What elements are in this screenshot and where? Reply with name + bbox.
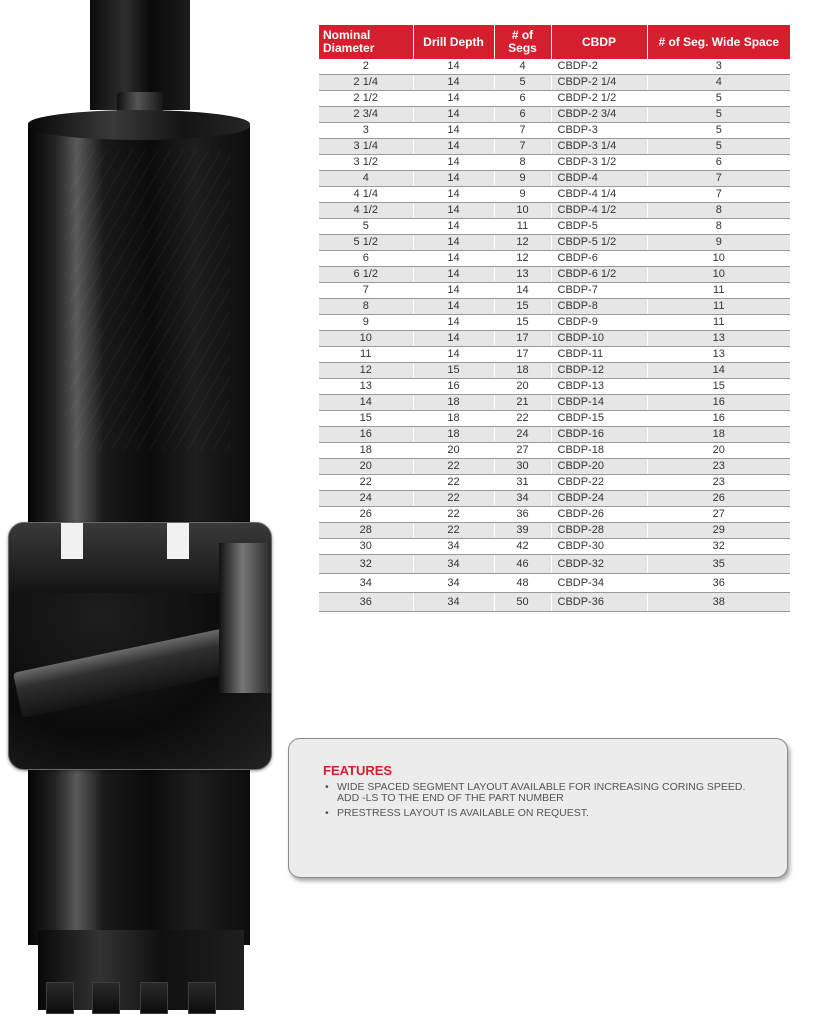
table-row — [319, 203, 790, 219]
cell-cbdp: CBDP-2 3/4 — [551, 107, 647, 123]
cell-nominal-diameter: 2 — [319, 59, 413, 75]
cell-seg-wide-space: 23 — [647, 459, 790, 475]
cell-num-segs: 15 — [494, 315, 551, 331]
cell-drill-depth: 16 — [413, 379, 494, 395]
cell-drill-depth: 14 — [413, 91, 494, 107]
cell-nominal-diameter: 9 — [319, 315, 413, 331]
cell-cbdp: CBDP-4 1/2 — [551, 203, 647, 219]
table-row — [319, 251, 790, 267]
features-box — [288, 738, 788, 878]
cell-cbdp: CBDP-14 — [551, 395, 647, 411]
cell-seg-wide-space: 11 — [647, 299, 790, 315]
cell-cbdp: CBDP-26 — [551, 507, 647, 523]
cell-cbdp: CBDP-18 — [551, 443, 647, 459]
cell-seg-wide-space: 7 — [647, 171, 790, 187]
table-row — [319, 507, 790, 523]
cell-nominal-diameter: 4 1/4 — [319, 187, 413, 203]
cell-seg-wide-space: 36 — [647, 574, 790, 593]
features-title: FEATURES — [323, 763, 393, 778]
cell-seg-wide-space: 26 — [647, 491, 790, 507]
cell-nominal-diameter: 24 — [319, 491, 413, 507]
cell-num-segs: 6 — [494, 107, 551, 123]
cell-nominal-diameter: 10 — [319, 331, 413, 347]
cell-seg-wide-space: 4 — [647, 75, 790, 91]
cell-seg-wide-space: 7 — [647, 187, 790, 203]
cell-nominal-diameter: 12 — [319, 363, 413, 379]
cell-cbdp: CBDP-13 — [551, 379, 647, 395]
cell-seg-wide-space: 5 — [647, 123, 790, 139]
cell-nominal-diameter: 34 — [319, 574, 413, 593]
cell-nominal-diameter: 36 — [319, 593, 413, 612]
cell-cbdp: CBDP-10 — [551, 331, 647, 347]
cell-drill-depth: 14 — [413, 139, 494, 155]
cell-num-segs: 36 — [494, 507, 551, 523]
table-row — [319, 363, 790, 379]
cell-drill-depth: 14 — [413, 267, 494, 283]
cell-cbdp: CBDP-28 — [551, 523, 647, 539]
cell-seg-wide-space: 32 — [647, 539, 790, 555]
cell-seg-wide-space: 35 — [647, 555, 790, 574]
cell-nominal-diameter: 6 1/2 — [319, 267, 413, 283]
table-row — [319, 491, 790, 507]
cell-drill-depth: 14 — [413, 203, 494, 219]
closeup-notch — [167, 523, 189, 559]
table-row — [319, 574, 790, 593]
cell-drill-depth: 34 — [413, 574, 494, 593]
cell-num-segs: 27 — [494, 443, 551, 459]
cell-drill-depth: 14 — [413, 171, 494, 187]
cell-nominal-diameter: 3 — [319, 123, 413, 139]
cell-num-segs: 50 — [494, 593, 551, 612]
feature-item — [325, 781, 767, 804]
barrel-texture — [70, 150, 230, 450]
table-row — [319, 187, 790, 203]
table-row — [319, 347, 790, 363]
cell-num-segs: 31 — [494, 475, 551, 491]
cell-cbdp: CBDP-12 — [551, 363, 647, 379]
cell-seg-wide-space: 16 — [647, 395, 790, 411]
features-list — [323, 782, 767, 819]
drill-collar — [28, 110, 250, 140]
cell-nominal-diameter: 5 — [319, 219, 413, 235]
cell-drill-depth: 14 — [413, 235, 494, 251]
cell-cbdp: CBDP-9 — [551, 315, 647, 331]
cell-num-segs: 21 — [494, 395, 551, 411]
table-row — [319, 59, 790, 75]
table-row — [319, 123, 790, 139]
cell-seg-wide-space: 38 — [647, 593, 790, 612]
cell-num-segs: 14 — [494, 283, 551, 299]
cell-num-segs: 17 — [494, 347, 551, 363]
drill-segment — [140, 982, 168, 1014]
table-row — [319, 139, 790, 155]
cell-seg-wide-space: 10 — [647, 267, 790, 283]
cell-cbdp: CBDP-36 — [551, 593, 647, 612]
cell-drill-depth: 14 — [413, 315, 494, 331]
header-nominal-diameter: Nominal Diameter — [319, 25, 413, 59]
cell-cbdp: CBDP-2 — [551, 59, 647, 75]
cell-seg-wide-space: 11 — [647, 283, 790, 299]
cell-drill-depth: 18 — [413, 427, 494, 443]
cell-cbdp: CBDP-2 1/2 — [551, 91, 647, 107]
cell-seg-wide-space: 3 — [647, 59, 790, 75]
cell-num-segs: 18 — [494, 363, 551, 379]
feature-text: WIDE SPACED SEGMENT LAYOUT AVAILABLE FOR INCREASING CORING SPEED. ADD -LS TO THE END OF THE PART NUMBER — [337, 781, 746, 804]
drill-segment — [188, 982, 216, 1014]
cell-num-segs: 12 — [494, 235, 551, 251]
cell-seg-wide-space: 8 — [647, 203, 790, 219]
cell-nominal-diameter: 28 — [319, 523, 413, 539]
cell-nominal-diameter: 2 3/4 — [319, 107, 413, 123]
drill-segment — [92, 982, 120, 1014]
cell-drill-depth: 18 — [413, 411, 494, 427]
cell-cbdp: CBDP-20 — [551, 459, 647, 475]
cell-cbdp: CBDP-8 — [551, 299, 647, 315]
closeup-rim-side — [219, 543, 271, 693]
cell-nominal-diameter: 4 — [319, 171, 413, 187]
cell-drill-depth: 14 — [413, 123, 494, 139]
table-body — [319, 59, 790, 612]
cell-cbdp: CBDP-5 — [551, 219, 647, 235]
header-cbdp: CBDP — [551, 25, 647, 59]
table-row — [319, 171, 790, 187]
bullet-icon: • — [325, 781, 329, 793]
cell-cbdp: CBDP-24 — [551, 491, 647, 507]
cell-num-segs: 34 — [494, 491, 551, 507]
cell-seg-wide-space: 29 — [647, 523, 790, 539]
table-row — [319, 395, 790, 411]
spec-table — [319, 25, 790, 612]
table-row — [319, 331, 790, 347]
cell-num-segs: 24 — [494, 427, 551, 443]
cell-num-segs: 46 — [494, 555, 551, 574]
cell-drill-depth: 14 — [413, 59, 494, 75]
cell-drill-depth: 14 — [413, 283, 494, 299]
cell-nominal-diameter: 26 — [319, 507, 413, 523]
cell-num-segs: 13 — [494, 267, 551, 283]
cell-drill-depth: 22 — [413, 475, 494, 491]
segment-closeup-image — [8, 522, 272, 770]
feature-item — [325, 807, 767, 819]
cell-drill-depth: 14 — [413, 155, 494, 171]
cell-cbdp: CBDP-16 — [551, 427, 647, 443]
bullet-icon: • — [325, 807, 329, 819]
table-row — [319, 475, 790, 491]
cell-num-segs: 7 — [494, 139, 551, 155]
cell-seg-wide-space: 11 — [647, 315, 790, 331]
cell-nominal-diameter: 16 — [319, 427, 413, 443]
cell-nominal-diameter: 3 1/4 — [319, 139, 413, 155]
cell-cbdp: CBDP-4 — [551, 171, 647, 187]
cell-nominal-diameter: 18 — [319, 443, 413, 459]
table-row — [319, 315, 790, 331]
cell-nominal-diameter: 2 1/4 — [319, 75, 413, 91]
cell-num-segs: 20 — [494, 379, 551, 395]
cell-nominal-diameter: 7 — [319, 283, 413, 299]
cell-num-segs: 17 — [494, 331, 551, 347]
cell-nominal-diameter: 32 — [319, 555, 413, 574]
cell-drill-depth: 22 — [413, 491, 494, 507]
table-row — [319, 267, 790, 283]
cell-cbdp: CBDP-11 — [551, 347, 647, 363]
cell-cbdp: CBDP-32 — [551, 555, 647, 574]
cell-num-segs: 9 — [494, 171, 551, 187]
table-row — [319, 107, 790, 123]
cell-num-segs: 42 — [494, 539, 551, 555]
cell-num-segs: 48 — [494, 574, 551, 593]
cell-nominal-diameter: 30 — [319, 539, 413, 555]
cell-num-segs: 39 — [494, 523, 551, 539]
table-row — [319, 235, 790, 251]
cell-drill-depth: 15 — [413, 363, 494, 379]
cell-seg-wide-space: 23 — [647, 475, 790, 491]
table-row — [319, 283, 790, 299]
cell-seg-wide-space: 18 — [647, 427, 790, 443]
cell-drill-depth: 34 — [413, 555, 494, 574]
cell-num-segs: 8 — [494, 155, 551, 171]
cell-cbdp: CBDP-4 1/4 — [551, 187, 647, 203]
table-row — [319, 155, 790, 171]
cell-seg-wide-space: 27 — [647, 507, 790, 523]
cell-nominal-diameter: 22 — [319, 475, 413, 491]
cell-nominal-diameter: 14 — [319, 395, 413, 411]
cell-nominal-diameter: 4 1/2 — [319, 203, 413, 219]
cell-cbdp: CBDP-3 — [551, 123, 647, 139]
cell-drill-depth: 20 — [413, 443, 494, 459]
table-row — [319, 299, 790, 315]
cell-drill-depth: 22 — [413, 523, 494, 539]
table-row — [319, 411, 790, 427]
cell-seg-wide-space: 5 — [647, 139, 790, 155]
core-drill-bit-image — [0, 0, 290, 1024]
table-row — [319, 91, 790, 107]
cell-cbdp: CBDP-30 — [551, 539, 647, 555]
cell-drill-depth: 22 — [413, 507, 494, 523]
table-row — [319, 555, 790, 574]
table-row — [319, 75, 790, 91]
cell-drill-depth: 14 — [413, 75, 494, 91]
table-header-row — [319, 25, 790, 59]
cell-drill-depth: 14 — [413, 331, 494, 347]
cell-drill-depth: 14 — [413, 219, 494, 235]
cell-drill-depth: 22 — [413, 459, 494, 475]
cell-num-segs: 7 — [494, 123, 551, 139]
cell-seg-wide-space: 14 — [647, 363, 790, 379]
cell-num-segs: 10 — [494, 203, 551, 219]
header-num-segs: # of Segs — [494, 25, 551, 59]
cell-num-segs: 6 — [494, 91, 551, 107]
feature-text: PRESTRESS LAYOUT IS AVAILABLE ON REQUEST. — [337, 807, 589, 819]
cell-nominal-diameter: 8 — [319, 299, 413, 315]
cell-cbdp: CBDP-2 1/4 — [551, 75, 647, 91]
table-row — [319, 523, 790, 539]
cell-seg-wide-space: 8 — [647, 219, 790, 235]
cell-nominal-diameter: 2 1/2 — [319, 91, 413, 107]
table-row — [319, 219, 790, 235]
cell-drill-depth: 14 — [413, 299, 494, 315]
cell-cbdp: CBDP-5 1/2 — [551, 235, 647, 251]
cell-drill-depth: 34 — [413, 593, 494, 612]
cell-num-segs: 5 — [494, 75, 551, 91]
cell-seg-wide-space: 13 — [647, 331, 790, 347]
cell-nominal-diameter: 20 — [319, 459, 413, 475]
cell-nominal-diameter: 13 — [319, 379, 413, 395]
cell-drill-depth: 14 — [413, 107, 494, 123]
cell-nominal-diameter: 3 1/2 — [319, 155, 413, 171]
cell-num-segs: 12 — [494, 251, 551, 267]
cell-nominal-diameter: 5 1/2 — [319, 235, 413, 251]
cell-seg-wide-space: 5 — [647, 91, 790, 107]
cell-cbdp: CBDP-15 — [551, 411, 647, 427]
cell-drill-depth: 14 — [413, 187, 494, 203]
table-row — [319, 379, 790, 395]
cell-cbdp: CBDP-6 — [551, 251, 647, 267]
table-row — [319, 539, 790, 555]
cell-seg-wide-space: 9 — [647, 235, 790, 251]
cell-drill-depth: 14 — [413, 251, 494, 267]
table-row — [319, 459, 790, 475]
cell-drill-depth: 18 — [413, 395, 494, 411]
cell-nominal-diameter: 11 — [319, 347, 413, 363]
cell-num-segs: 30 — [494, 459, 551, 475]
cell-cbdp: CBDP-34 — [551, 574, 647, 593]
cell-drill-depth: 34 — [413, 539, 494, 555]
cell-seg-wide-space: 6 — [647, 155, 790, 171]
cell-seg-wide-space: 13 — [647, 347, 790, 363]
cell-cbdp: CBDP-3 1/2 — [551, 155, 647, 171]
cell-nominal-diameter: 15 — [319, 411, 413, 427]
cell-num-segs: 4 — [494, 59, 551, 75]
cell-cbdp: CBDP-6 1/2 — [551, 267, 647, 283]
cell-seg-wide-space: 5 — [647, 107, 790, 123]
cell-seg-wide-space: 10 — [647, 251, 790, 267]
cell-seg-wide-space: 16 — [647, 411, 790, 427]
cell-num-segs: 22 — [494, 411, 551, 427]
cell-cbdp: CBDP-3 1/4 — [551, 139, 647, 155]
header-drill-depth: Drill Depth — [413, 25, 494, 59]
cell-num-segs: 15 — [494, 299, 551, 315]
cell-drill-depth: 14 — [413, 347, 494, 363]
table-row — [319, 593, 790, 612]
table-row — [319, 427, 790, 443]
header-seg-wide-space: # of Seg. Wide Space — [647, 25, 790, 59]
cell-cbdp: CBDP-22 — [551, 475, 647, 491]
cell-seg-wide-space: 20 — [647, 443, 790, 459]
drill-segment — [46, 982, 74, 1014]
closeup-notch — [61, 523, 83, 559]
cell-seg-wide-space: 15 — [647, 379, 790, 395]
cell-nominal-diameter: 6 — [319, 251, 413, 267]
table-row — [319, 443, 790, 459]
cell-cbdp: CBDP-7 — [551, 283, 647, 299]
cell-num-segs: 11 — [494, 219, 551, 235]
cell-num-segs: 9 — [494, 187, 551, 203]
